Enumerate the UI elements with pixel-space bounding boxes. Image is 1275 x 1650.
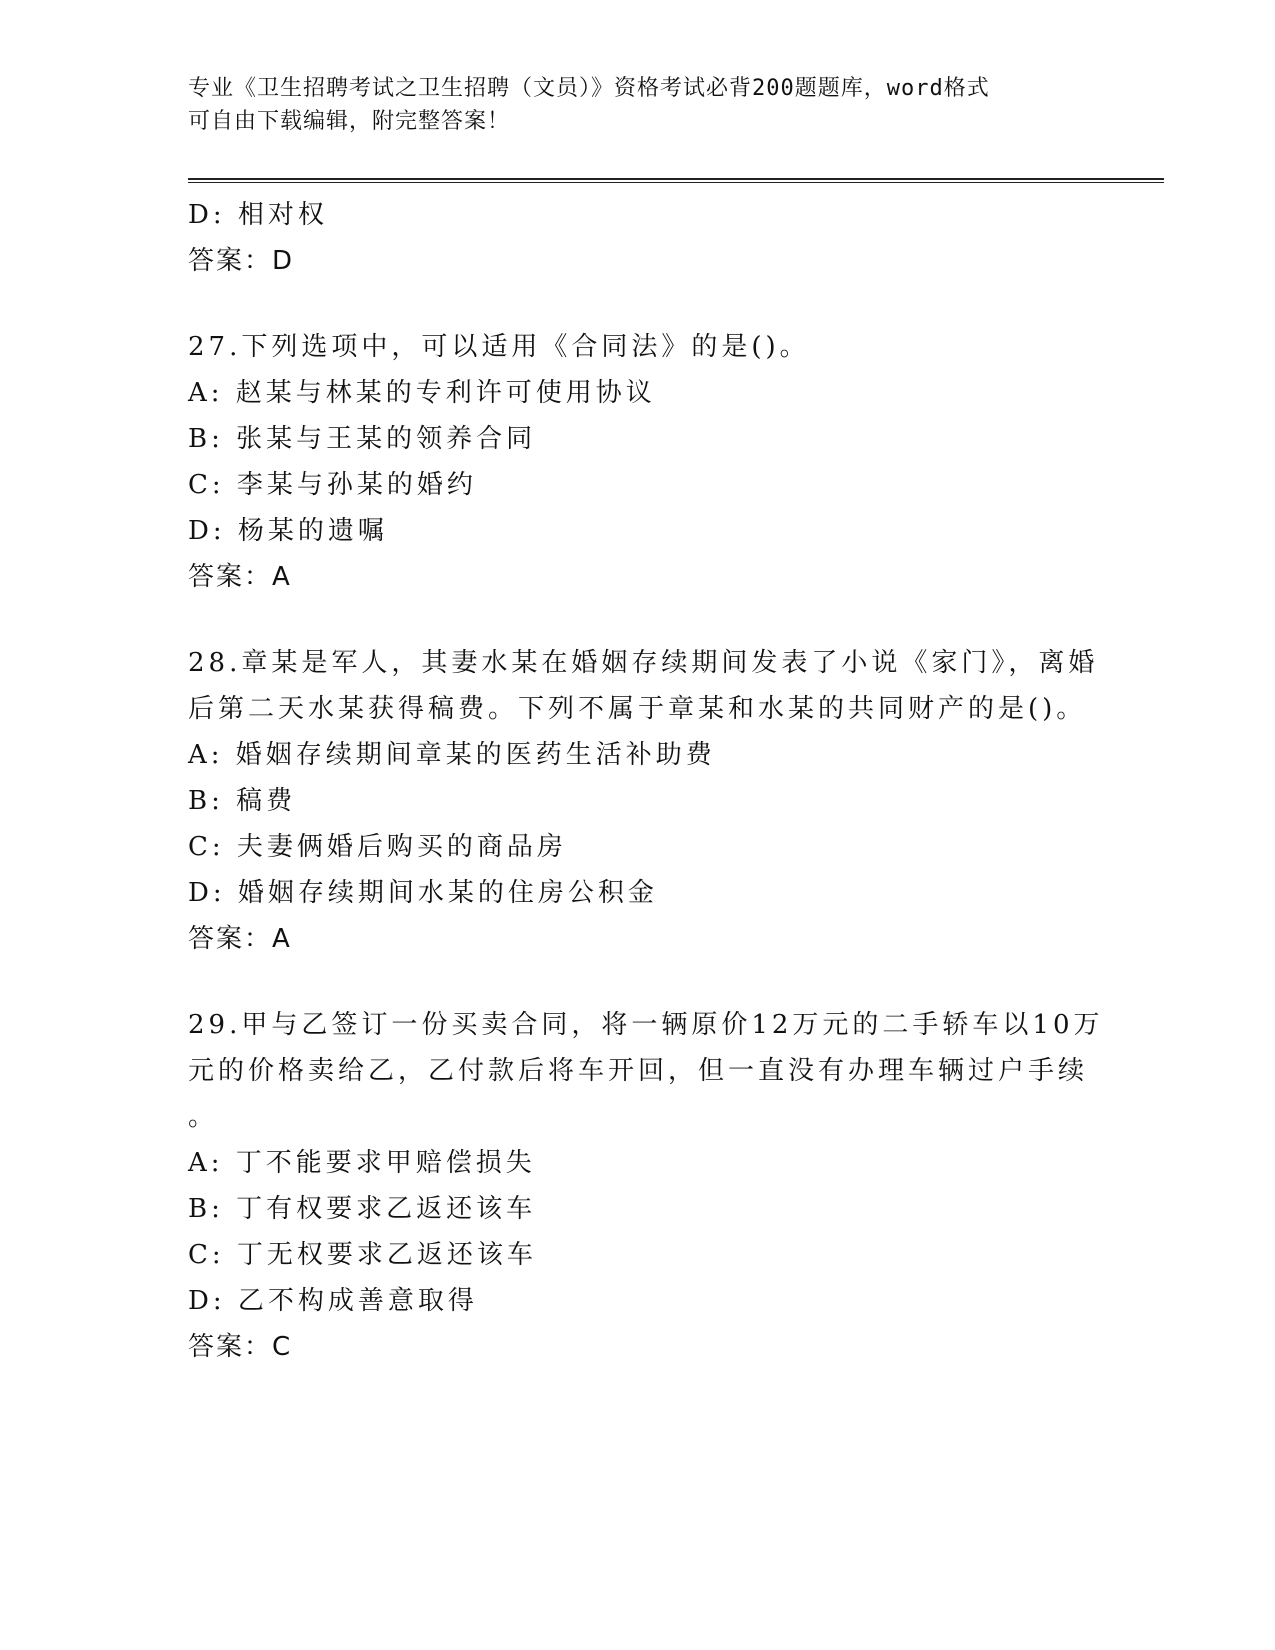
question-stem-line-1: 29.甲与乙签订一份买卖合同，将一辆原价12万元的二手轿车以10万: [188, 1010, 1104, 1040]
option-c: C: 李某与孙某的婚约: [188, 470, 477, 500]
question-stem-line-3: 。: [188, 1102, 219, 1132]
answer: 答案：D: [188, 246, 295, 276]
option-c: C: 丁无权要求乙返还该车: [188, 1240, 537, 1270]
option-d: D: 相对权: [188, 200, 328, 230]
question-27: [188, 324, 1088, 600]
option-b: B: 稿费: [188, 786, 297, 816]
header-line-1: 专业《卫生招聘考试之卫生招聘（文员）》资格考试必背200题题库，word格式: [188, 76, 990, 101]
document-body: [188, 192, 1104, 1370]
question-stem-line-2: 后第二天水某获得稿费。下列不属于章某和水某的共同财产的是()。: [188, 694, 1087, 724]
header-divider: [188, 178, 1164, 183]
answer: 答案：C: [188, 1332, 293, 1362]
prev-question-tail: [188, 192, 1088, 284]
option-c: C: 夫妻俩婚后购买的商品房: [188, 832, 567, 862]
answer: 答案：A: [188, 924, 292, 954]
answer: 答案：A: [188, 562, 292, 592]
option-b: B: 张某与王某的领养合同: [188, 424, 537, 454]
question-29: [188, 1002, 1104, 1370]
option-d: D: 乙不构成善意取得: [188, 1286, 478, 1316]
document-header: [188, 72, 1068, 138]
option-a: A: 婚姻存续期间章某的医药生活补助费: [188, 740, 716, 770]
option-d: D: 婚姻存续期间水某的住房公积金: [188, 878, 658, 908]
question-stem-line-1: 28.章某是军人，其妻水某在婚姻存续期间发表了小说《家门》，离婚: [188, 648, 1099, 678]
question-stem: 27.下列选项中，可以适用《合同法》的是()。: [188, 332, 810, 362]
question-stem-line-2: 元的价格卖给乙，乙付款后将车开回，但一直没有办理车辆过户手续: [188, 1056, 1089, 1086]
option-b: B: 丁有权要求乙返还该车: [188, 1194, 537, 1224]
option-d: D: 杨某的遗嘱: [188, 516, 388, 546]
option-a: A: 赵某与林某的专利许可使用协议: [188, 378, 656, 408]
header-line-2: 可自由下载编辑，附完整答案！: [188, 109, 511, 134]
option-a: A: 丁不能要求甲赔偿损失: [188, 1148, 536, 1178]
question-28: [188, 640, 1099, 962]
